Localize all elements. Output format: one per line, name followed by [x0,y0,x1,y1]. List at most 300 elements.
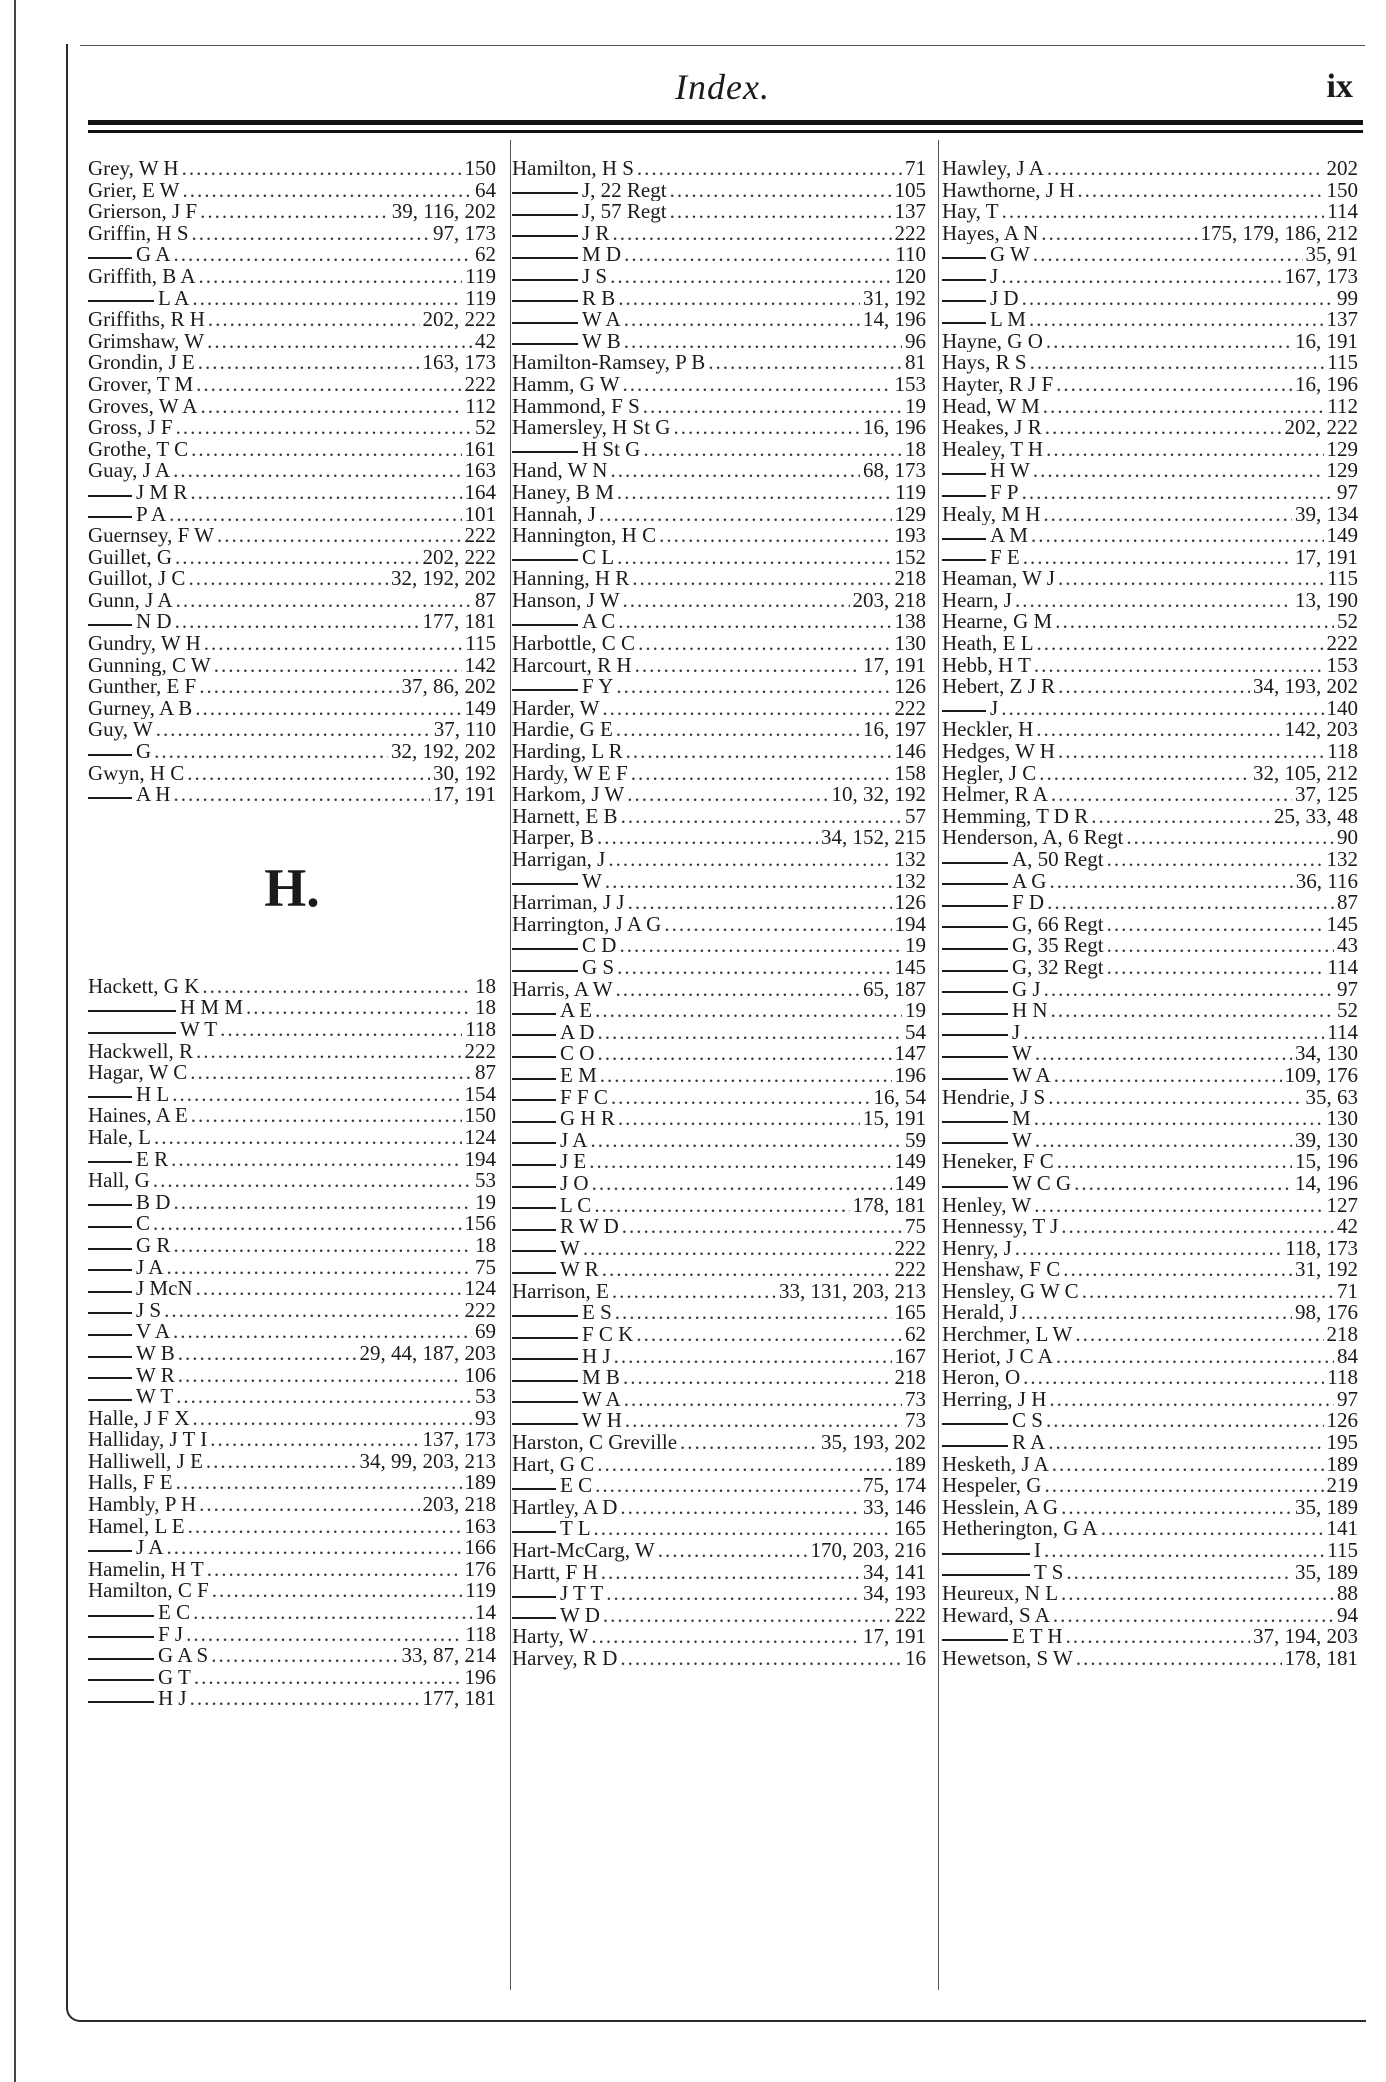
entry-name: Harston, C Greville [512,1432,678,1454]
leader-dots [1035,1130,1292,1152]
entry-pages: 132 [894,849,926,871]
entry-name: W R [560,1259,599,1281]
entry-pages: 52 [1337,1000,1358,1022]
ditto-dash [88,1226,132,1228]
ditto-dash [512,1423,578,1425]
entry-name: H M M [180,997,244,1019]
leader-dots [173,1192,472,1214]
index-entry [942,1259,1358,1281]
entry-pages: 218 [894,1367,926,1389]
index-entry [942,504,1358,526]
index-entry [512,611,926,633]
entry-pages: 126 [894,676,926,698]
entry-pages: 222 [894,1237,926,1260]
ditto-dash [512,192,578,194]
entry-pages: 17, 191 [1295,546,1358,569]
index-entry [512,676,926,698]
entry-pages: 194 [464,1148,496,1171]
leader-dots [1033,460,1324,482]
page-edge [14,0,16,2082]
entry-pages: 34, 141 [863,1561,926,1584]
leader-dots [196,1278,462,1300]
entry-pages: 194 [894,913,926,936]
leader-dots [1041,223,1197,245]
entry-pages: 90 [1337,827,1358,849]
entry-name: R A [1012,1432,1046,1454]
leader-dots [1107,935,1334,957]
index-entry [512,1151,926,1173]
entry-pages: 15, 196 [1295,1151,1358,1173]
ditto-dash [512,1531,556,1533]
leader-dots [617,482,892,504]
index-entry [942,1626,1358,1648]
entry-name: Hawthorne, J H [942,179,1075,202]
leader-dots [621,806,902,828]
entry-pages: 71 [905,158,926,180]
leader-dots [154,1127,462,1149]
entry-pages: 10, 32, 192 [831,784,926,806]
entry-pages: 118 [1327,1367,1358,1389]
entry-pages: 158 [894,762,926,785]
index-entry [942,1087,1358,1109]
entry-name: Heriot, J C A [942,1345,1053,1368]
leader-dots [624,244,892,266]
entry-pages: 119 [465,265,496,288]
index-entry [942,763,1358,785]
entry-name: J A [560,1129,588,1152]
entry-name: Heckler, H [942,719,1034,742]
leader-dots [637,158,902,180]
index-entry [512,1324,926,1346]
entry-pages: 138 [894,611,926,634]
entry-pages: 16, 196 [1295,373,1358,396]
entry-name: Harper, B [512,827,594,849]
entry-name: Hart-McCarg, W [512,1540,655,1562]
leader-dots [207,1559,462,1581]
ditto-dash [512,1337,578,1339]
entry-pages: 137 [894,201,926,223]
entry-pages: 222 [894,1604,926,1627]
entry-name: Guy, W [88,719,153,742]
leader-dots [1048,1432,1323,1454]
entry-pages: 161 [464,438,496,461]
entry-pages: 149 [1326,525,1358,547]
ditto-dash [512,970,578,972]
leader-dots [214,655,462,677]
index-entry [512,719,926,741]
entry-pages: 142, 203 [1284,719,1358,742]
entry-pages: 196 [894,1064,926,1087]
leader-dots [1033,244,1303,266]
index-entry [88,784,496,806]
leader-dots [591,1626,860,1648]
entry-name: Hewetson, S W [942,1647,1073,1670]
index-entry [512,698,926,720]
entry-pages: 153 [1326,654,1358,677]
entry-name: Halls, F E [88,1472,173,1495]
leader-dots [1048,1087,1302,1109]
leader-dots [1023,1022,1324,1044]
leader-dots [1015,590,1292,612]
entry-pages: 18 [475,975,496,998]
ditto-dash [942,926,1008,928]
leader-dots [156,719,431,741]
entry-name: L A [158,287,190,310]
entry-name: W B [582,330,621,353]
entry-pages: 222 [464,525,496,547]
entry-pages: 75, 174 [863,1475,926,1497]
ditto-dash [88,754,132,756]
entry-pages: 88 [1337,1583,1358,1605]
ditto-dash [512,1272,556,1274]
entry-name: Harty, W [512,1626,589,1648]
index-entry [512,374,926,396]
entry-name: J M R [136,481,188,504]
entry-pages: 222 [894,697,926,720]
entry-name: Hamilton-Ramsey, P B [512,352,706,374]
entry-name: Gunning, C W [88,654,211,677]
entry-name: J R [582,222,610,245]
ditto-dash [512,1078,556,1080]
index-entry [942,201,1358,223]
leader-dots [1051,1000,1334,1022]
entry-name: G [136,741,152,763]
ditto-dash [942,948,1008,950]
entry-name: Hetherington, G A [942,1518,1098,1540]
entry-name: Harris, A W [512,978,613,1001]
index-entry [942,266,1358,288]
entry-name: J O [560,1172,589,1195]
leader-dots [204,633,462,655]
entry-name: A E [560,1000,593,1022]
index-entry [512,439,926,461]
entry-pages: 196 [464,1666,496,1689]
index-entry [512,741,926,763]
entry-name: Hamel, L E [88,1515,185,1538]
entry-name: W A [582,309,621,331]
index-column-2 [512,158,926,1670]
leader-dots [195,698,461,720]
entry-pages: 35, 189 [1295,1561,1358,1584]
leader-dots [1058,568,1324,590]
index-entry [88,1321,496,1343]
leader-dots [196,374,461,396]
leader-dots [617,957,891,979]
leader-dots [638,633,891,655]
entry-name: Harrington, J A G [512,913,662,936]
entry-name: Hanson, J W [512,589,620,612]
entry-name: J A [136,1537,164,1559]
index-entry [88,288,496,310]
entry-pages: 189 [894,1453,926,1476]
leader-dots [1023,1367,1324,1389]
ditto-dash [512,689,578,691]
entry-name: Gunther, E F [88,676,197,698]
entry-name: Harnett, E B [512,805,618,828]
index-entry [512,1583,926,1605]
entry-pages: 34, 99, 203, 213 [359,1450,496,1473]
entry-pages: 124 [464,1278,496,1300]
leader-dots [193,1602,472,1624]
entry-pages: 178, 181 [1284,1647,1358,1670]
entry-pages: 98, 176 [1295,1302,1358,1325]
leader-dots [1036,719,1281,741]
index-entry [88,655,496,677]
leader-dots [616,979,860,1001]
leader-dots [643,396,902,418]
index-entry [88,266,496,288]
entry-name: W D [560,1604,600,1627]
entry-name: Hesketh, J A [942,1453,1049,1476]
index-entry [512,504,926,526]
leader-dots [600,1065,892,1087]
entry-pages: 152 [894,546,926,569]
ditto-dash [512,1250,556,1252]
ditto-dash [512,1164,556,1166]
index-entry [88,180,496,202]
entry-pages: 15, 191 [863,1108,926,1130]
index-entry [512,1043,926,1065]
entry-name: Hand, W N [512,460,608,482]
entry-name: A C [582,611,616,634]
entry-name: L C [560,1194,592,1217]
leader-dots [196,1041,462,1063]
leader-dots [628,892,892,914]
leader-dots [186,1624,462,1646]
entry-name: Heakes, J R [942,417,1042,439]
index-entry [512,352,926,374]
ditto-dash [512,322,578,324]
index-entry [88,374,496,396]
index-entry [512,1626,926,1648]
leader-dots [680,1432,818,1454]
entry-pages: 202, 222 [422,309,496,331]
index-entry [512,1497,926,1519]
entry-name: F J [158,1623,184,1646]
index-entry [512,806,926,828]
index-entry [88,1667,496,1689]
leader-dots [1061,1583,1334,1605]
ditto-dash [512,948,578,950]
entry-pages: 97 [1337,1388,1358,1411]
ditto-dash [88,1269,132,1271]
leader-dots [1034,1108,1324,1130]
leader-dots [1001,266,1281,288]
entry-name: N D [136,611,172,634]
entry-name: J T T [560,1583,604,1605]
index-entry [88,1602,496,1624]
index-entry [942,482,1358,504]
index-entry [942,1216,1358,1238]
entry-pages: 52 [1337,611,1358,634]
index-entry [88,1537,496,1559]
entry-pages: 175, 179, 186, 212 [1200,222,1358,245]
entry-name: Hartley, A D [512,1496,618,1519]
entry-pages: 166 [464,1537,496,1559]
leader-dots [658,1540,808,1562]
index-entry [512,331,926,353]
entry-name: Hartt, F H [512,1561,598,1584]
entry-name: R B [582,287,616,310]
leader-dots [202,976,472,998]
leader-dots [192,288,462,310]
leader-dots [199,266,463,288]
entry-name: F Y [582,676,614,698]
entry-pages: 164 [464,481,496,504]
entry-name: Hackett, G K [88,975,200,998]
index-entry [942,698,1358,720]
leader-dots [620,1497,860,1519]
index-entry [88,1149,496,1171]
entry-name: H N [1012,1000,1048,1022]
entry-name: Grier, E W [88,179,180,202]
leader-dots [1049,871,1292,893]
leader-dots [1046,1410,1324,1432]
index-entry [512,1281,926,1303]
leader-dots [620,1648,902,1670]
entry-pages: 147 [894,1043,926,1065]
entry-name: Henderson, A, 6 Regt [942,827,1124,849]
entry-pages: 118 [465,1623,496,1646]
entry-name: Hespeler, G [942,1475,1042,1497]
entry-name: Hammond, F S [512,395,640,418]
entry-name: Hamilton, C F [88,1580,209,1603]
index-entry [512,655,926,677]
entry-name: Hawley, J A [942,158,1044,180]
index-entry [512,633,926,655]
entry-name: A, 50 Regt [1012,849,1104,871]
leader-dots [1046,439,1323,461]
entry-name: F F C [560,1086,608,1109]
ditto-dash [942,538,986,540]
index-entry [942,979,1358,1001]
index-entry [88,417,496,439]
entry-pages: 142 [464,654,496,677]
ditto-dash [512,1229,556,1231]
index-entry [942,741,1358,763]
leader-dots [625,1410,902,1432]
index-entry [512,979,926,1001]
entry-name: Gunn, J A [88,589,173,612]
entry-pages: 18 [475,1234,496,1257]
entry-pages: 222 [464,1040,496,1063]
index-entry [512,460,926,482]
entry-pages: 202, 222 [422,546,496,569]
leader-dots [1107,849,1324,871]
index-entry [88,460,496,482]
entry-name: G R [136,1234,171,1257]
entry-pages: 19 [475,1191,496,1214]
entry-pages: 14, 196 [863,309,926,331]
entry-pages: 14, 196 [1295,1172,1358,1195]
index-entry [942,655,1358,677]
ditto-dash [512,1207,556,1209]
entry-pages: 203, 218 [852,589,926,612]
ditto-dash [512,1186,556,1188]
entry-pages: 34, 130 [1295,1043,1358,1065]
entry-pages: 132 [1326,849,1358,871]
entry-pages: 32, 192, 202 [391,741,496,763]
ditto-dash [512,1121,556,1123]
entry-pages: 101 [464,503,496,526]
entry-name: J E [560,1151,587,1173]
entry-pages: 129 [1326,438,1358,461]
entry-name: B D [136,1191,171,1214]
leader-dots [643,439,902,461]
ditto-dash [88,1312,132,1314]
index-entry [512,1216,926,1238]
leader-dots [183,180,473,202]
index-entry [942,1130,1358,1152]
leader-dots [1047,892,1334,914]
index-entry [942,439,1358,461]
leader-dots [1107,914,1324,936]
ditto-dash [512,1596,556,1598]
entry-pages: 62 [905,1324,926,1346]
entry-pages: 34, 193, 202 [1253,676,1358,698]
index-entry [942,871,1358,893]
entry-name: Groves, W A [88,395,198,418]
ditto-dash [88,495,132,497]
entry-pages: 115 [1327,352,1358,374]
entry-name: Hennessy, T J [942,1216,1059,1238]
entry-pages: 31, 192 [863,287,926,310]
leader-dots [614,1346,892,1368]
entry-name: R W D [560,1216,619,1238]
index-entry [88,590,496,612]
leader-dots [208,309,420,331]
entry-name: G J [1012,978,1041,1001]
entry-name: Hamersley, H St G [512,417,671,439]
leader-dots [1034,655,1324,677]
entry-pages: 16 [905,1647,926,1670]
entry-name: H St G [582,438,641,461]
entry-name: Grover, T M [88,373,194,396]
leader-dots [708,352,902,374]
entry-name: Haines, A E [88,1105,188,1127]
entry-pages: 37, 110 [433,719,496,742]
index-entry [88,1192,496,1214]
entry-pages: 115 [465,633,496,655]
leader-dots [1045,417,1282,439]
index-entry [942,1043,1358,1065]
entry-pages: 150 [464,1105,496,1127]
index-entry [942,611,1358,633]
ditto-dash [88,1032,176,1034]
ditto-dash [512,343,578,345]
index-entry [512,1346,926,1368]
index-entry [512,309,926,331]
leader-dots [624,1389,902,1411]
index-entry [88,1451,496,1473]
entry-pages: 13, 190 [1295,589,1358,612]
ditto-dash [88,1334,132,1336]
index-entry [88,1127,496,1149]
index-entry [942,288,1358,310]
leader-dots [589,1151,891,1173]
entry-name: Guernsey, F W [88,525,214,547]
entry-pages: 119 [465,1580,496,1603]
entry-pages: 97 [1337,978,1358,1001]
entry-name: J [1012,1021,1021,1044]
index-entry [942,1540,1358,1562]
leader-dots [207,331,472,353]
entry-name: J McN [136,1278,193,1300]
leader-dots [182,158,462,180]
entry-name: Helmer, R A [942,784,1048,806]
entry-name: Hamelin, H T [88,1558,204,1581]
ditto-dash [942,257,986,259]
